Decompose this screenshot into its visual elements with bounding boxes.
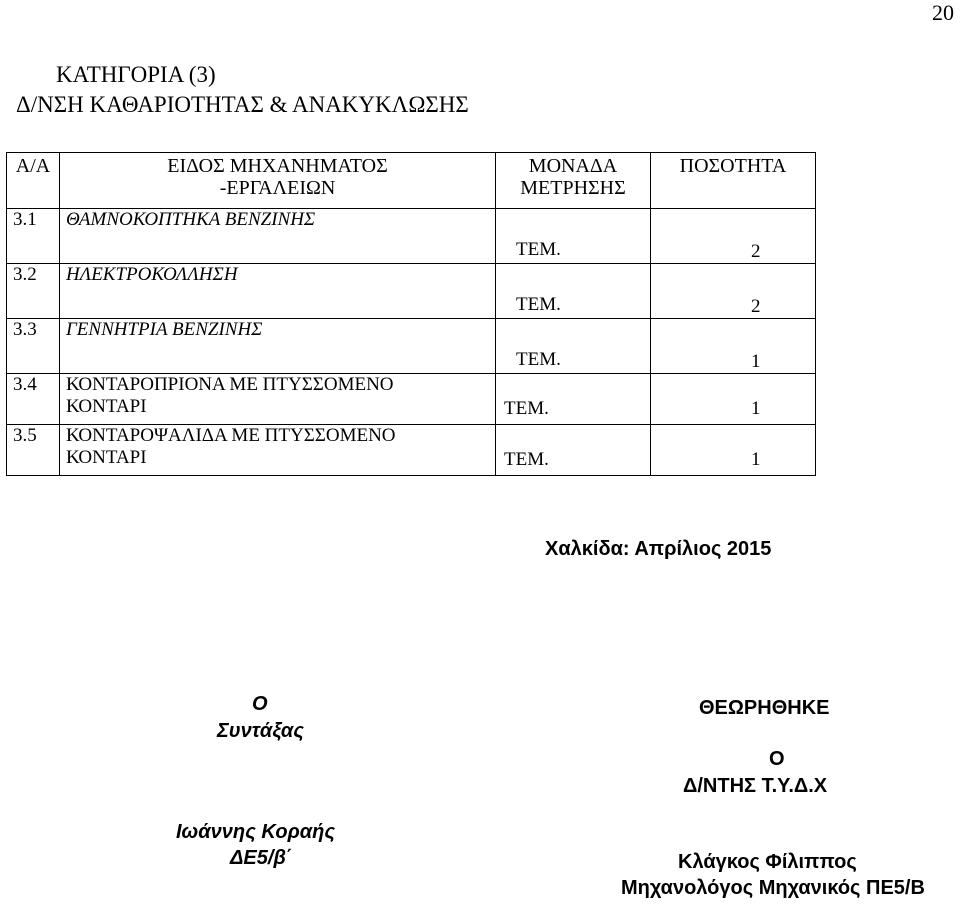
row-aa: 3.1: [7, 209, 60, 264]
table-header-row: [7, 153, 816, 209]
department-title: Δ/ΝΣΗ ΚΑΘΑΡΙΟΤΗΤΑΣ & ΑΝΑΚΥΚΛΩΣΗΣ: [16, 92, 469, 117]
approver-title: Μηχανολόγος Μηχανικός ΠΕ5/Β: [621, 877, 925, 899]
table-row: [7, 425, 816, 476]
page-number: 20: [932, 0, 954, 25]
row-item: [60, 425, 496, 476]
row-unit-cell: [496, 374, 651, 425]
header-aa: Α/Α: [7, 153, 60, 209]
row-unit: ΤΕΜ.: [516, 239, 561, 260]
row-quantity: 2: [751, 241, 761, 262]
row-quantity: 1: [751, 449, 761, 470]
table-row: [7, 374, 816, 425]
approver-name: Κλάγκος Φίλιππος: [678, 851, 857, 873]
director-label-article: Ο: [769, 748, 785, 770]
row-aa: 3.3: [7, 319, 60, 374]
header-unit: [496, 153, 651, 209]
header-quantity: ΠΟΣΟΤΗΤΑ: [651, 153, 816, 209]
row-quantity-cell: [651, 264, 816, 319]
row-aa: 3.4: [7, 374, 60, 425]
row-quantity: 2: [751, 296, 761, 317]
header-unit-line1: ΜΟΝΑΔΑ: [528, 155, 618, 177]
author-name: Ιωάννης Κοραής: [176, 821, 335, 843]
row-unit-cell: [496, 425, 651, 476]
row-quantity: 1: [751, 398, 761, 419]
table-row: [7, 209, 816, 264]
row-aa: 3.5: [7, 425, 60, 476]
table-row: [7, 264, 816, 319]
place-date: Χαλκίδα: Απρίλιος 2015: [545, 538, 772, 560]
row-unit-cell: [496, 209, 651, 264]
approved-label: ΘΕΩΡΗΘΗΚΕ: [699, 697, 830, 719]
header-item-line1: ΕΙΔΟΣ ΜΗΧΑΝΗΜΑΤΟΣ: [167, 155, 388, 177]
author-label-article: Ο: [252, 693, 268, 715]
row-item: ΗΛΕΚΤΡΟΚΟΛΛΗΣΗ: [60, 264, 496, 319]
row-item-line2: ΚΟΝΤΑΡΙ: [66, 396, 147, 417]
category-title: ΚΑΤΗΓΟΡΙΑ (3): [56, 62, 216, 87]
table-row: [7, 319, 816, 374]
row-item-line2: ΚΟΝΤΑΡΙ: [66, 447, 147, 468]
row-quantity-cell: [651, 319, 816, 374]
row-item-line1: ΚΟΝΤΑΡΟΠΡΙΟΝΑ ΜΕ ΠΤΥΣΣΟΜΕΝΟ: [66, 374, 394, 395]
row-item-line1: ΚΟΝΤΑΡΟΨΑΛΙΔΑ ΜΕ ΠΤΥΣΣΟΜΕΝΟ: [66, 425, 396, 446]
header-item-line2: -ΕΡΓΑΛΕΙΩΝ: [219, 177, 336, 199]
row-quantity-cell: [651, 374, 816, 425]
header-unit-line2: ΜΕΤΡΗΣΗΣ: [520, 177, 626, 199]
row-aa: 3.2: [7, 264, 60, 319]
row-unit: ΤΕΜ.: [504, 449, 549, 470]
author-grade: ΔΕ5/β΄: [230, 847, 293, 869]
row-item: ΓΕΝΝΗΤΡΙΑ ΒΕΝΖΙΝΗΣ: [60, 319, 496, 374]
row-unit: ΤΕΜ.: [516, 294, 561, 315]
header-item: [60, 153, 496, 209]
row-item: [60, 374, 496, 425]
row-unit: ΤΕΜ.: [516, 349, 561, 370]
row-quantity: 1: [751, 351, 761, 372]
row-quantity-cell: [651, 425, 816, 476]
author-label: Συντάξας: [217, 720, 304, 742]
equipment-table: [6, 152, 816, 476]
row-unit-cell: [496, 319, 651, 374]
row-item: ΘΑΜΝΟΚΟΠΤΗΚΑ ΒΕΝΖΙΝΗΣ: [60, 209, 496, 264]
director-title: Δ/ΝΤΗΣ Τ.Υ.Δ.Χ: [683, 775, 828, 797]
row-unit-cell: [496, 264, 651, 319]
row-quantity-cell: [651, 209, 816, 264]
row-unit: ΤΕΜ.: [504, 398, 549, 419]
